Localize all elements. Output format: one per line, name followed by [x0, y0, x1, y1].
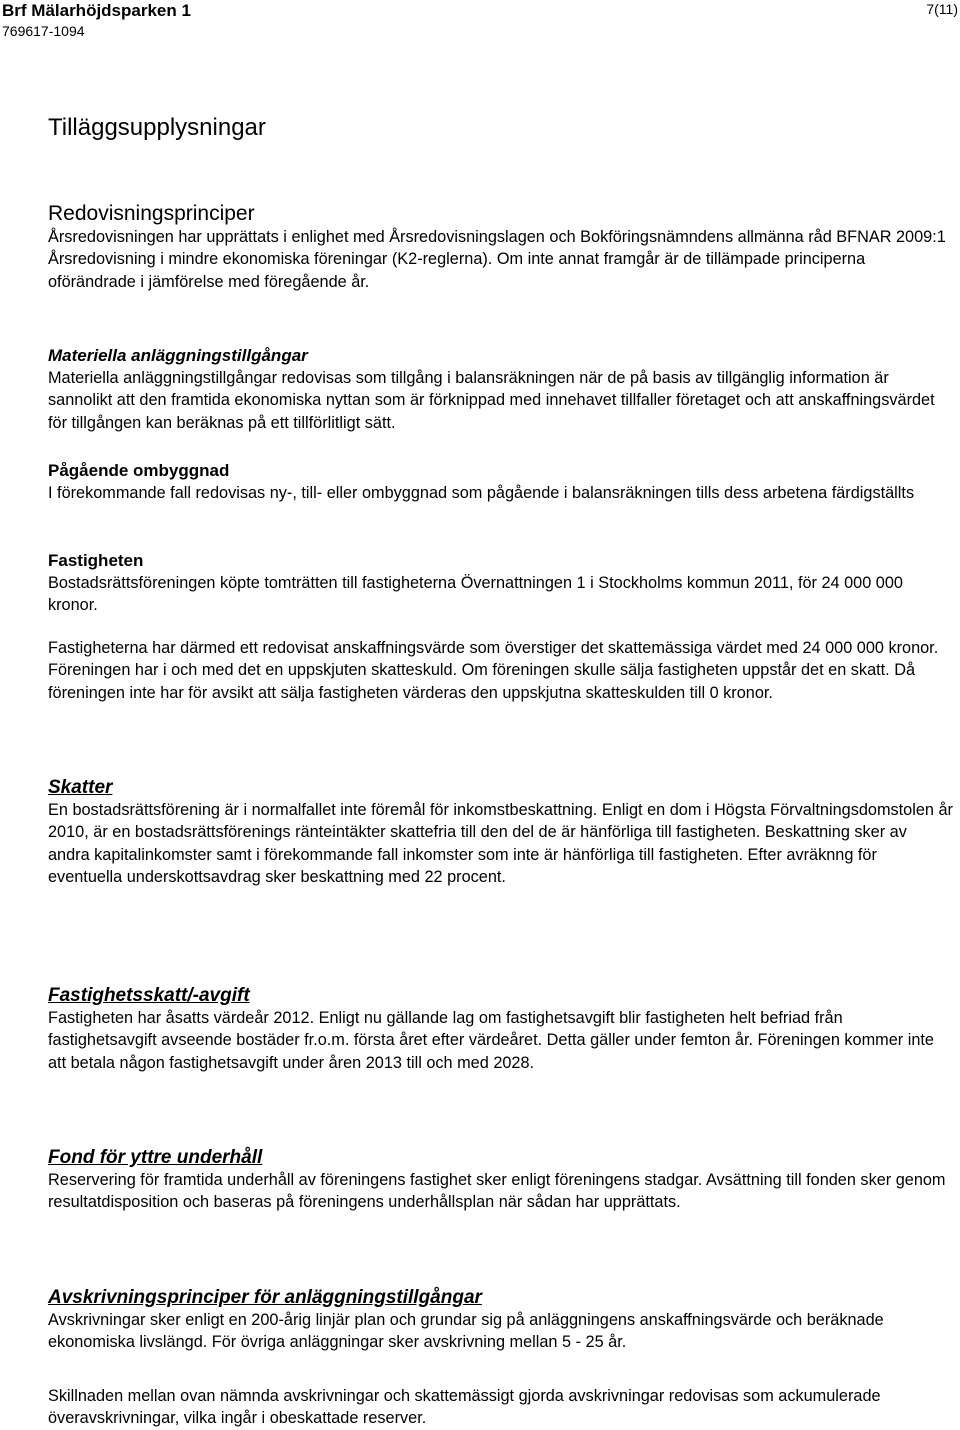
section-heading: Pågående ombyggnad: [48, 461, 230, 480]
section-heading: Avskrivningsprinciper för anläggningstillgångar: [48, 1287, 482, 1308]
section-materiella: [48, 345, 953, 434]
section-text: Årsredovisningen har upprättats i enlighet med Årsredovisningslagen och Bokföringsnämndens allmänna råd BFNAR 2009:1 Årsredovisning i mindre ekonomiska föreningar (K2-reglerna). Om inte annat framgår är de tillämpade principerna oförändrade i jämförelse med föregående år.: [48, 228, 946, 291]
section-text: Bostadsrättsföreningen köpte tomträtten till fastigheterna Övernattningen 1 i Stockholms kommun 2011, för 24 000 000 kronor.: [48, 574, 903, 615]
organization-number: 769617-1094: [2, 23, 85, 39]
section-fastighetsskatt: [48, 985, 953, 1074]
section-text: Reservering för framtida underhåll av föreningens fastighet sker enligt föreningens stadgar. Avsättning till fonden sker genom resultatdisposition och baseras på föreningens underhållsplan när sådan har upprättats.: [48, 1171, 946, 1212]
section-text: Skillnaden mellan ovan nämnda avskrivningar och skattemässigt gjorda avskrivningar redovisas som ackumulerade överavskrivningar, vilka ingår i obeskattade reserver.: [48, 1387, 881, 1428]
section-fond: [48, 1147, 953, 1214]
section-heading: Fond för yttre underhåll: [48, 1147, 263, 1168]
page-title: Tilläggsupplysningar: [48, 114, 266, 141]
section-skatter: [48, 777, 953, 888]
section-text: I förekommande fall redovisas ny-, till- eller ombyggnad som pågående i balansräkningen tills dess arbetena färdigställts: [48, 484, 915, 502]
section-heading: Redovisningsprinciper: [48, 202, 255, 225]
section-text: Materiella anläggningstillgångar redovisas som tillgång i balansräkningen när de på basis av tillgänglig information är sannolikt att den framtida ekonomiska nyttan som är förknippad med innehavet tillfaller företaget och att anskaffningsvärdet för tillgången kan beräknas på ett tillförlitligt sätt.: [48, 369, 935, 432]
section-avskrivning-continued: [48, 1385, 953, 1430]
section-fastigheten: [48, 550, 953, 617]
section-redovisningsprinciper: [48, 202, 953, 293]
section-heading: Fastigheten: [48, 551, 144, 570]
section-avskrivning: [48, 1287, 953, 1354]
section-heading: Skatter: [48, 777, 113, 798]
section-fastigheten-continued: [48, 637, 953, 704]
section-heading: Materiella anläggningstillgångar: [48, 346, 308, 365]
section-text: Avskrivningar sker enligt en 200-årig linjär plan och grundar sig på anläggningens anskaffningsvärde och beräknade ekonomiska livslängd. För övriga anläggningar sker avskrivning mellan 5 - 25 år.: [48, 1311, 884, 1352]
section-text: Fastigheterna har därmed ett redovisat anskaffningsvärde som överstiger det skattemässiga värdet med 24 000 000 kronor. Föreningen har i och med det en uppskjuten skatteskuld. Om föreningen skulle sälja fastigheten uppstår det en skatt. Då föreningen inte har för avsikt att sälja fastigheten värderas den uppskjutna skatteskulden till 0 kronor.: [48, 639, 939, 702]
section-pagaende: [48, 460, 953, 504]
section-text: Fastigheten har åsatts värdeår 2012. Enligt nu gällande lag om fastighetsavgift blir fastigheten helt befriad från fastighetsavgift avseende bostäder fr.o.m. första året efter värdeåret. Detta gäller under femton år. Föreningen kommer inte att betala någon fastighetsavgift under åren 2013 till och med 2028.: [48, 1009, 934, 1072]
section-text: En bostadsrättsförening är i normalfallet inte föremål för inkomstbeskattning. Enligt en dom i Högsta Förvaltningsdomstolen år 2010, är en bostadsrättsförenings ränteintäkter skattefria till den del de är hänförliga till fastigheten. Beskattning sker av andra kapitalinkomster samt i förekommande fall inkomster som inte är hänförliga till fastigheten. Efter avräknng för eventuella underskottsavdrag sker beskattning med 22 procent.: [48, 801, 953, 886]
page-number: 7(11): [926, 1, 958, 17]
organization-name: Brf Mälarhöjdsparken 1: [2, 1, 191, 20]
section-heading: Fastighetsskatt/-avgift: [48, 985, 250, 1006]
